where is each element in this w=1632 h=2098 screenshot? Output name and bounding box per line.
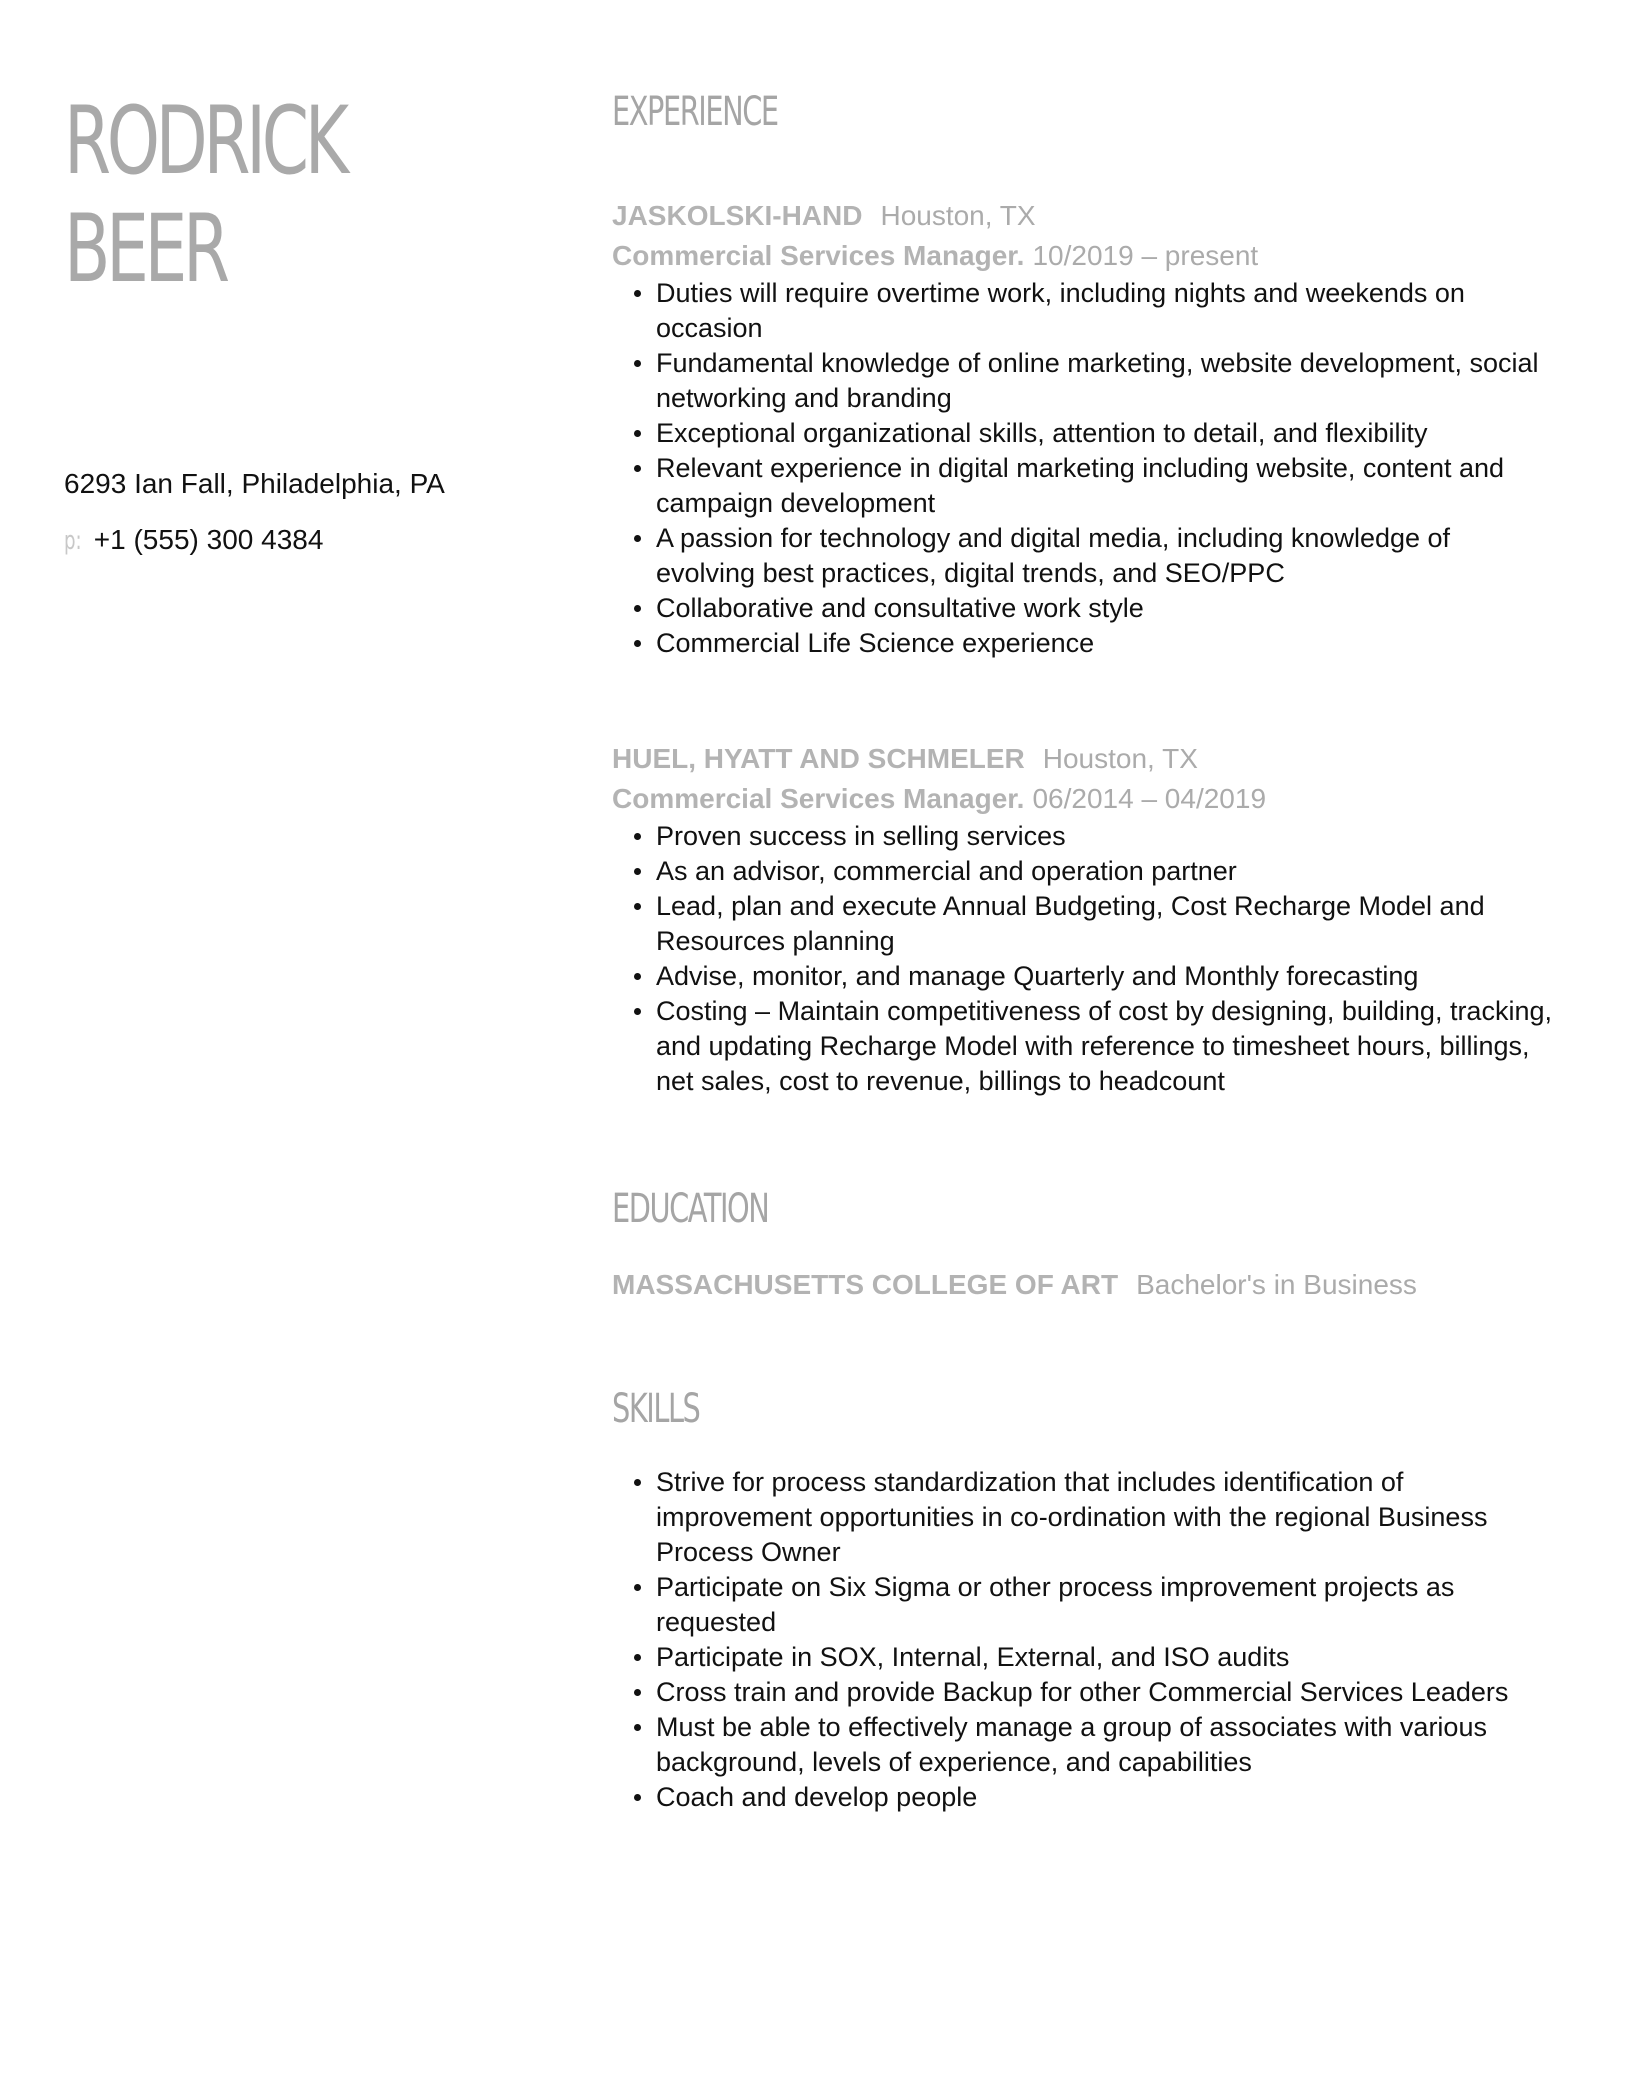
- list-item: Relevant experience in digital marketing including website, content and campaign development: [656, 451, 1556, 521]
- list-item: Duties will require overtime work, including nights and weekends on occasion: [656, 276, 1556, 346]
- job-2-title: Commercial Services Manager.: [612, 783, 1025, 814]
- list-item: Coach and develop people: [656, 1780, 1556, 1815]
- phone-line: [64, 520, 445, 560]
- job-1-title: Commercial Services Manager.: [612, 240, 1025, 271]
- job-1-company-line: [612, 196, 1612, 236]
- job-1-bullets: [612, 276, 1612, 661]
- job-1-location: Houston, TX: [880, 200, 1036, 231]
- skills-heading-wrap: [612, 1383, 1612, 1465]
- job-2-company: HUEL, HYATT AND SCHMELER: [612, 743, 1025, 774]
- main-column: [612, 86, 1612, 1815]
- skills-heading: SKILLS: [612, 1386, 700, 1432]
- list-item: Proven success in selling services: [656, 819, 1556, 854]
- job-1-dates: 10/2019 – present: [1032, 240, 1259, 271]
- job-2: [612, 739, 1612, 1099]
- list-item: Exceptional organizational skills, attention to detail, and flexibility: [656, 416, 1556, 451]
- address: 6293 Ian Fall, Philadelphia, PA: [64, 468, 445, 499]
- job-2-title-line: [612, 779, 1612, 819]
- list-item: Strive for process standardization that includes identification of improvement opportunities in co-ordination with the regional Business Process Owner: [656, 1465, 1556, 1570]
- first-name: RODRICK: [64, 87, 345, 196]
- candidate-name: [64, 88, 410, 304]
- job-2-location: Houston, TX: [1042, 743, 1198, 774]
- skills-list: [612, 1465, 1612, 1815]
- list-item: A passion for technology and digital media, including knowledge of evolving best practices, digital trends, and SEO/PPC: [656, 521, 1556, 591]
- list-item: As an advisor, commercial and operation partner: [656, 854, 1556, 889]
- name-block: [64, 88, 544, 304]
- list-item: Advise, monitor, and manage Quarterly and Monthly forecasting: [656, 959, 1556, 994]
- job-1-title-line: [612, 236, 1612, 276]
- experience-heading: EXPERIENCE: [612, 89, 778, 135]
- job-1: [612, 196, 1612, 661]
- education-school: MASSACHUSETTS COLLEGE OF ART: [612, 1269, 1119, 1300]
- contact-info: [64, 464, 445, 576]
- job-2-bullets: [612, 819, 1612, 1099]
- job-1-company: JASKOLSKI-HAND: [612, 200, 863, 231]
- phone-label: p:: [64, 526, 82, 556]
- job-2-dates: 06/2014 – 04/2019: [1032, 783, 1267, 814]
- education-line: [612, 1265, 1612, 1305]
- list-item: Must be able to effectively manage a group of associates with various background, levels of experience, and capabilities: [656, 1710, 1556, 1780]
- phone-number: +1 (555) 300 4384: [93, 524, 324, 555]
- education-degree: Bachelor's in Business: [1136, 1269, 1417, 1300]
- list-item: Costing – Maintain competitiveness of cost by designing, building, tracking, and updating Recharge Model with reference to timesheet hours, billings, net sales, cost to revenue, billings to headcount: [656, 994, 1556, 1099]
- list-item: Lead, plan and execute Annual Budgeting, Cost Recharge Model and Resources planning: [656, 889, 1556, 959]
- last-name: BEER: [64, 195, 226, 304]
- education-heading-wrap: [612, 1183, 1612, 1265]
- education-heading: EDUCATION: [612, 1186, 769, 1232]
- job-2-company-line: [612, 739, 1612, 779]
- list-item: Cross train and provide Backup for other Commercial Services Leaders: [656, 1675, 1556, 1710]
- list-item: Participate on Six Sigma or other process improvement projects as requested: [656, 1570, 1556, 1640]
- list-item: Collaborative and consultative work style: [656, 591, 1556, 626]
- list-item: Participate in SOX, Internal, External, and ISO audits: [656, 1640, 1556, 1675]
- experience-heading-wrap: [612, 86, 1612, 196]
- list-item: Commercial Life Science experience: [656, 626, 1556, 661]
- list-item: Fundamental knowledge of online marketing, website development, social networking and branding: [656, 346, 1556, 416]
